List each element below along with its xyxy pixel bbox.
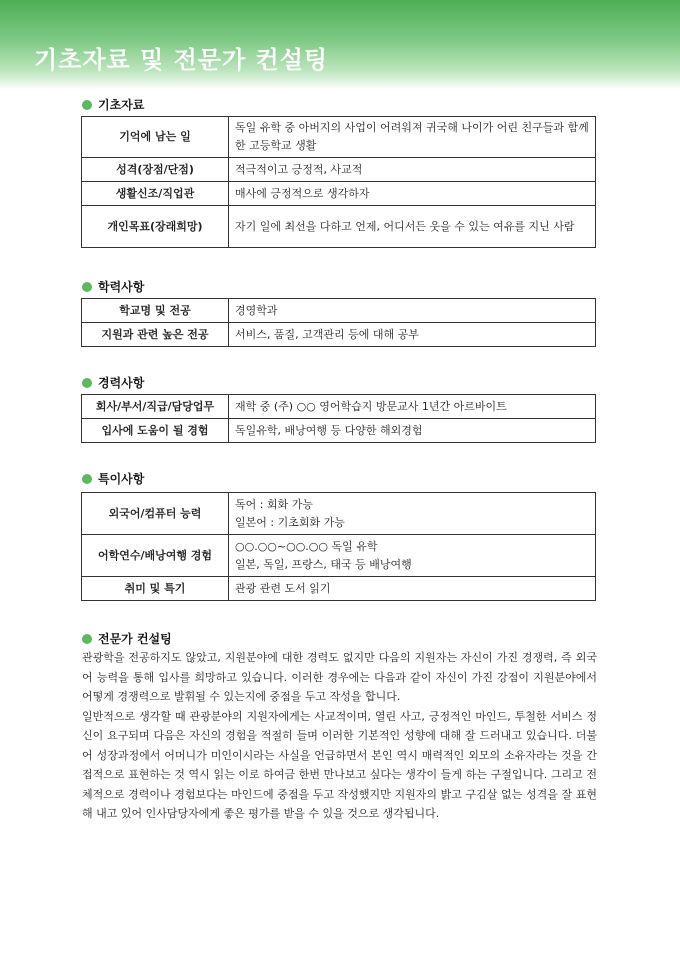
row-value [229,535,596,577]
row-value: 독일유학, 배낭여행 등 다양한 해외경험 [229,419,596,443]
row-label: 회사/부서/직급/담당업무 [82,395,229,419]
row-value: 관광 관련 도서 읽기 [229,577,596,601]
table-row [82,182,596,206]
section-education-heading: 학력사항 [82,278,144,295]
row-label: 어학연수/배낭여행 경험 [82,535,229,577]
header-banner [0,0,680,90]
section-career-heading: 경력사항 [82,374,144,391]
row-label: 기억에 남는 일 [82,117,229,158]
consulting-text [82,648,597,824]
row-value: 매사에 긍정적으로 생각하자 [229,182,596,206]
special-table [81,492,596,601]
table-row [82,323,596,347]
row-label: 성격(장점/단점) [82,158,229,182]
row-label: 입사에 도움이 될 경험 [82,419,229,443]
page-title: 기초자료 및 전문가 컨설팅 [34,46,329,74]
education-table [81,298,596,347]
row-value: 서비스, 품질, 고객관리 등에 대해 공부 [229,323,596,347]
bullet-icon [82,634,92,644]
section-special-heading: 특이사항 [82,470,144,487]
bullet-icon [82,474,92,484]
value-line: 독어 : 회화 가능 [235,497,313,511]
bullet-icon [82,282,92,292]
career-table [81,394,596,443]
section-consulting-heading: 전문가 컨설팅 [82,630,172,647]
row-value: 자기 일에 최선을 다하고 언제, 어디서든 웃을 수 있는 여유를 지닌 사람 [229,206,596,248]
row-label: 개인목표(장래희망) [82,206,229,248]
consulting-paragraph: 관광학을 전공하지도 않았고, 지원분야에 대한 경력도 없지만 다음의 지원자는 자신이 가진 경쟁력, 즉 외국어 능력을 통해 입사를 희망하고 있습니다. 이러한 경우에는 다음과 같이 자신이 가진 강점이 지원분야에서 어떻게 경쟁력으로 발휘될 수 있는지에 중점을 두고 작성을 합니다. [82,651,597,703]
table-row [82,395,596,419]
row-label: 취미 및 특기 [82,577,229,601]
value-line: 일본, 독일, 프랑스, 태국 등 배낭여행 [235,557,412,571]
value-line: 일본어 : 기초회화 가능 [235,515,345,529]
consulting-paragraph: 일반적으로 생각할 때 관광분야의 지원자에게는 사교적이며, 열린 사고, 긍정적인 마인드, 투철한 서비스 정신이 요구되며 다음은 자신의 경험을 적절히 들며 이러한 기본적인 성향에 대해 잘 드러내고 있습니다. 더불어 성장과정에서 어머니가 미인이시라는 사실을 언급하면서 본인 역시 매력적인 외모의 소유자라는 것을 간접적으로 표현하는 것 역시 읽는 이로 하여금 한번 만나보고 싶다는 생각이 들게 하는 구절입니다. 그리고 전체적으로 경력이나 경험보다는 마인드에 중점을 두고 작성했지만 지원자의 밝고 구김살 없는 성격을 잘 표현해 내고 있어 인사담당자에게 좋은 평가를 받을 수 있을 것으로 생각됩니다. [82,709,597,820]
table-row [82,577,596,601]
basic-info-table [81,116,596,248]
table-row [82,117,596,158]
table-row [82,158,596,182]
value-line: ○○.○○~○○.○○ 독일 유학 [235,539,378,553]
table-row [82,535,596,577]
row-value: 독일 유학 중 아버지의 사업이 어려워져 귀국해 나이가 어린 친구들과 함께 한 고등학교 생활 [229,117,596,158]
table-row [82,493,596,535]
row-label: 지원과 관련 높은 전공 [82,323,229,347]
table-row [82,419,596,443]
row-value: 재학 중 (주) ○○ 영어학습지 방문교사 1년간 아르바이트 [229,395,596,419]
bullet-icon [82,378,92,388]
section-basic-heading: 기초자료 [82,96,144,113]
row-value [229,493,596,535]
bullet-icon [82,100,92,110]
table-row [82,206,596,248]
row-value: 적극적이고 긍정적, 사교적 [229,158,596,182]
row-label: 학교명 및 전공 [82,299,229,323]
table-row [82,299,596,323]
row-label: 외국어/컴퓨터 능력 [82,493,229,535]
row-label: 생활신조/직업관 [82,182,229,206]
row-value: 경영학과 [229,299,596,323]
